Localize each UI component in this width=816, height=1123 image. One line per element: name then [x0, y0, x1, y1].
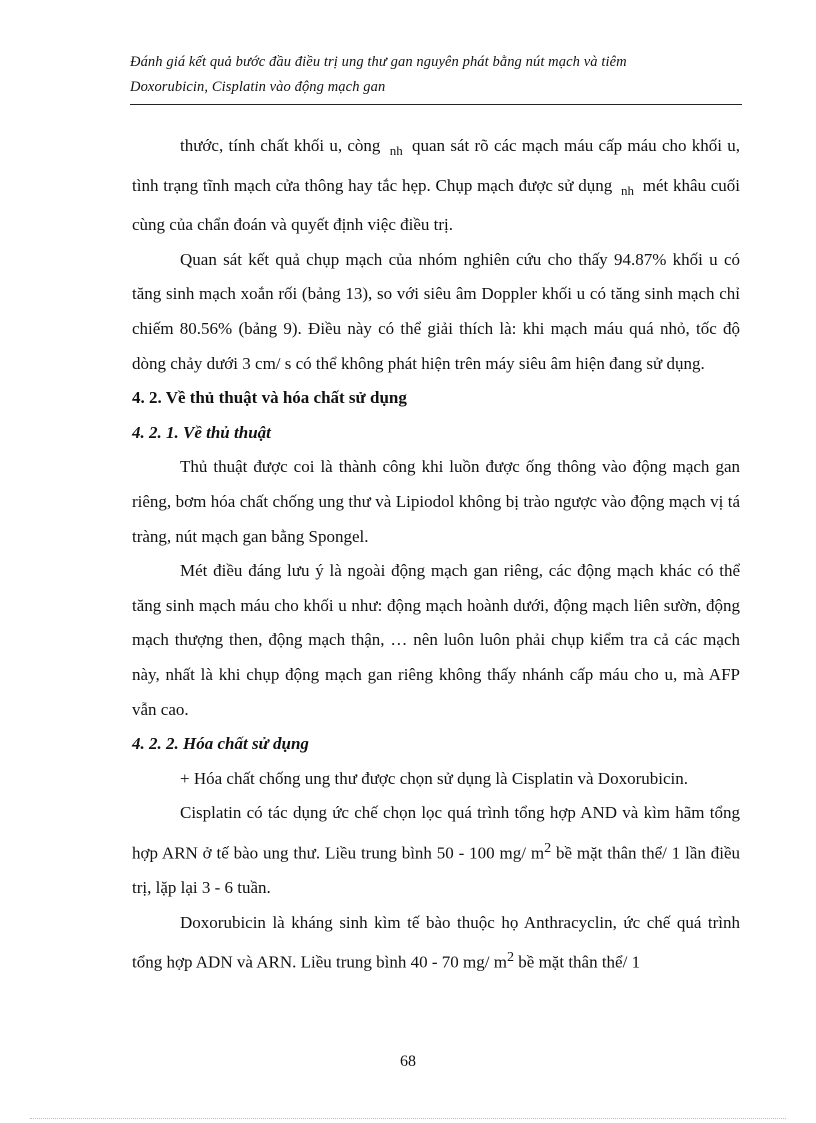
- paragraph-procedure-success: Thủ thuật được coi là thành công khi luồn được ống thông vào động mạch gan riêng, bơm hóa chất chống ung thư và Lipiodol không bị trào ngược vào động mạch vị tá tràng, nút mạch gan bằng Spongel.: [132, 457, 740, 546]
- superscript: 2: [544, 839, 552, 856]
- text-run-nh: nh: [620, 182, 634, 198]
- superscript: 2: [506, 949, 515, 966]
- running-header-line-2: Doxorubicin, Cisplatin vào động mạch gan: [130, 79, 386, 95]
- text-run: bề mặt thân thể/ 1: [514, 952, 641, 972]
- footer-dotted-rule: [30, 1118, 786, 1119]
- paragraph-cisplatin: [132, 796, 740, 905]
- text-run: bề mặt thân thể/ 1 lần điều trị, lặp lại 3 - 6 tuần.: [132, 843, 740, 898]
- text-run: mét khâu cuối cùng của chẩn đoán và quyết định việc điều trị.: [132, 175, 741, 235]
- paragraph-chemicals-used: + Hóa chất chống ung thư được chọn sử dụng là Cisplatin và Doxorubicin.: [180, 768, 688, 788]
- page-body: [132, 129, 740, 981]
- text-run: thước, tính chất khối u, còng: [180, 136, 381, 155]
- text-run: Cisplatin có tác dụng ức chế chọn lọc quá trình tổng hợp AND và kìm hãm tổng hợp ARN ở tế bào ung thư. Liều trung bình 50 - 100 mg/ m: [132, 803, 740, 863]
- text-run-nh: nh: [389, 143, 403, 158]
- page-number: 68: [400, 1053, 416, 1070]
- running-header: [130, 50, 742, 100]
- header-divider: [130, 104, 742, 105]
- heading-4-2-2: 4. 2. 2. Hóa chất sử dụng: [132, 734, 309, 754]
- running-header-line-1: Đánh giá kết quả bước đầu điều trị ung thư gan nguyên phát bằng nút mạch và tiêm: [130, 54, 627, 70]
- paragraph-angiography-intro: [132, 129, 740, 243]
- text-run: quan sát rõ các mạch máu cấp máu cho khối u, tình trạng tĩnh mạch cửa thông hay tắc hẹp. Chụp mạch được sử dụng: [132, 136, 741, 195]
- heading-4-2-1: 4. 2. 1. Về thủ thuật: [132, 422, 271, 442]
- paragraph-other-arteries: Mét điều đáng lưu ý là ngoài động mạch gan riêng, các động mạch khác có thể tăng sinh mạch máu cho khối u như: động mạch hoành dưới, động mạch liên sườn, động mạch thượng then, động mạch thận, … nên luôn luôn phải chụp kiểm tra cả các mạch này, nhất là khi chụp động mạch gan riêng không thấy nhánh cấp máu cho u, mà AFP vẫn cao.: [132, 561, 740, 719]
- paragraph-doxorubicin: [132, 906, 740, 981]
- heading-4-2: 4. 2. Về thủ thuật và hóa chất sử dụng: [132, 388, 407, 408]
- text-run: Doxorubicin là kháng sinh kìm tế bào thuộc họ Anthracyclin, ức chế quá trình tổng hợp ADN và ARN. Liều trung bình 40 - 70 mg/ m: [132, 912, 740, 972]
- paragraph-angiography-results: Quan sát kết quả chụp mạch của nhóm nghiên cứu cho thấy 94.87% khối u có tăng sinh mạch xoắn rối (bảng 13), so với siêu âm Doppler khối u có tăng sinh mạch chỉ chiếm 80.56% (bảng 9). Điều này có thể giải thích là: khi mạch máu quá nhỏ, tốc độ dòng chảy dưới 3 cm/ s có thể không phát hiện trên máy siêu âm hiện đang sử dụng.: [132, 249, 740, 373]
